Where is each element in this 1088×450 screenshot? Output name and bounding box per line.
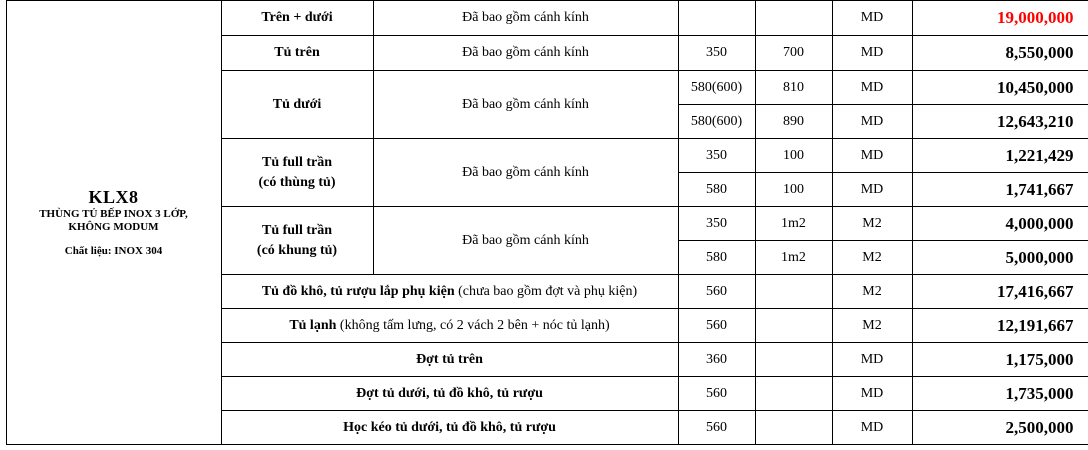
item-note: Đã bao gồm cánh kính <box>373 1 678 36</box>
product-desc-line1: THÙNG TỦ BẾP INOX 3 LỚP, <box>39 207 188 220</box>
item-name <box>221 139 373 207</box>
item-unit: MD <box>832 377 912 411</box>
item-height: 100 <box>755 173 832 207</box>
item-height <box>755 275 832 309</box>
item-price: 4,000,000 <box>912 207 1088 241</box>
item-width: 560 <box>678 275 755 309</box>
item-unit: MD <box>832 71 912 105</box>
product-desc-line2: KHÔNG MODUM <box>68 220 159 233</box>
item-width: 350 <box>678 139 755 173</box>
item-width: 350 <box>678 36 755 71</box>
item-unit: M2 <box>832 309 912 343</box>
product-material: Chất liệu: INOX 304 <box>64 245 163 258</box>
product-code: KLX8 <box>88 187 139 208</box>
item-price: 10,450,000 <box>912 71 1088 105</box>
item-height <box>755 1 832 36</box>
item-height <box>755 411 832 445</box>
product-cell <box>6 1 221 445</box>
item-price: 17,416,667 <box>912 275 1088 309</box>
item-name <box>221 275 678 309</box>
item-width: 580(600) <box>678 105 755 139</box>
item-height <box>755 309 832 343</box>
item-note: Đã bao gồm cánh kính <box>373 207 678 275</box>
item-price: 8,550,000 <box>912 36 1088 71</box>
item-name: Học kéo tủ dưới, tủ đồ khô, tủ rượu <box>221 411 678 445</box>
item-name: Đợt tủ trên <box>221 343 678 377</box>
item-height: 1m2 <box>755 241 832 275</box>
item-name: Tủ trên <box>221 36 373 71</box>
item-unit: MD <box>832 411 912 445</box>
item-name-rest: (chưa bao gồm đợt và phụ kiện) <box>454 283 638 299</box>
item-unit: M2 <box>832 207 912 241</box>
item-width: 560 <box>678 411 755 445</box>
item-price: 5,000,000 <box>912 241 1088 275</box>
item-price: 1,175,000 <box>912 343 1088 377</box>
item-width <box>678 1 755 36</box>
item-name: Đợt tủ dưới, tủ đồ khô, tủ rượu <box>221 377 678 411</box>
item-name-line2: (có khung tủ) <box>256 242 338 258</box>
item-width: 580 <box>678 241 755 275</box>
item-unit: MD <box>832 139 912 173</box>
item-height: 890 <box>755 105 832 139</box>
item-price: 1,741,667 <box>912 173 1088 207</box>
item-height: 1m2 <box>755 207 832 241</box>
item-price: 12,191,667 <box>912 309 1088 343</box>
item-height: 810 <box>755 71 832 105</box>
item-width: 560 <box>678 309 755 343</box>
item-price: 1,221,429 <box>912 139 1088 173</box>
item-name: Tủ dưới <box>221 71 373 139</box>
item-width: 360 <box>678 343 755 377</box>
item-name-bold: Tủ lạnh <box>289 317 337 333</box>
item-width: 580 <box>678 173 755 207</box>
item-height <box>755 377 832 411</box>
item-unit: MD <box>832 173 912 207</box>
item-width: 580(600) <box>678 71 755 105</box>
item-name <box>221 207 373 275</box>
item-note: Đã bao gồm cánh kính <box>373 71 678 139</box>
item-name-line1: Tủ full trần <box>261 154 332 170</box>
item-name-rest: (không tấm lưng, có 2 vách 2 bên + nóc tủ lạnh) <box>336 317 610 333</box>
item-unit: MD <box>832 105 912 139</box>
item-width: 350 <box>678 207 755 241</box>
item-note: Đã bao gồm cánh kính <box>373 36 678 71</box>
item-name <box>221 309 678 343</box>
item-unit: MD <box>832 36 912 71</box>
item-price: 19,000,000 <box>912 1 1088 36</box>
item-width: 560 <box>678 377 755 411</box>
item-price: 1,735,000 <box>912 377 1088 411</box>
item-name-bold: Tủ đồ khô, tủ rượu lắp phụ kiện <box>261 283 455 299</box>
item-price: 12,643,210 <box>912 105 1088 139</box>
item-unit: M2 <box>832 275 912 309</box>
item-name: Trên + dưới <box>221 1 373 36</box>
item-unit: M2 <box>832 241 912 275</box>
item-note: Đã bao gồm cánh kính <box>373 139 678 207</box>
item-height: 700 <box>755 36 832 71</box>
item-height: 100 <box>755 139 832 173</box>
item-name-line2: (có thùng tủ) <box>258 174 336 190</box>
table-row <box>0 1 1088 36</box>
item-height <box>755 343 832 377</box>
item-unit: MD <box>832 1 912 36</box>
item-price: 2,500,000 <box>912 411 1088 445</box>
item-unit: MD <box>832 343 912 377</box>
item-name-line1: Tủ full trần <box>261 222 332 238</box>
